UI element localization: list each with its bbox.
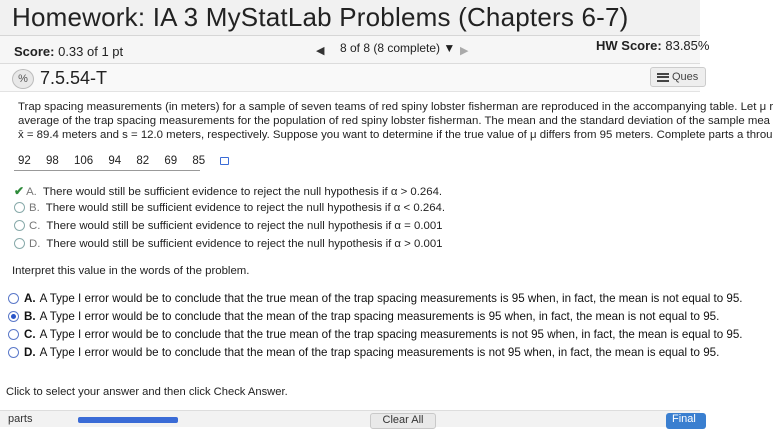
question-id: 7.5.54-T [40,68,108,88]
question-menu-button[interactable] [650,67,706,87]
choice-text: There would still be sufficient evidence to reject the null hypothesis if α > 0.264. [42,186,443,198]
radio-button[interactable] [14,238,25,249]
next-question-icon[interactable]: ▶ [460,45,469,57]
choice-letter: C. [29,220,41,232]
instruction-text: Click to select your answer and then click Check Answer. [6,386,288,398]
radio-button[interactable] [8,293,19,304]
parts-link[interactable] [8,413,32,425]
question-menu-label: Ques [672,71,699,83]
choice-letter: A. [24,292,36,305]
divider [14,170,200,171]
answer-choice-a[interactable] [8,292,743,305]
score-bar [0,36,710,64]
problem-line: Trap spacing measurements (in meters) for a sample of seven teams of red spiny lobster fisherman are reproduced in the accompanying table. Let μ r [18,101,773,113]
choice-letter: B. [24,310,36,323]
problem-statement [18,100,773,142]
parts-progress-bar [78,417,178,423]
radio-button[interactable] [8,347,19,358]
part-choice-a[interactable] [14,184,442,198]
data-value: 69 [164,155,178,167]
page-title: Homework: IA 3 MyStatLab Problems (Chapters 6-7) [12,2,629,32]
answer-choice-b[interactable] [8,310,719,323]
checkmark-icon: ✔ [14,184,25,198]
question-selector[interactable]: 8 of 8 (8 complete) ▼ [340,41,456,55]
part-choice-c[interactable] [14,220,443,232]
copy-data-icon[interactable] [220,157,229,165]
choice-letter: D. [24,346,36,359]
choice-text: There would still be sufficient evidence to reject the null hypothesis if α < 0.264. [45,202,446,214]
hw-score-label: HW Score: [596,38,662,53]
title-bar [0,0,700,36]
radio-button-selected[interactable] [8,311,19,322]
hw-score [596,38,709,53]
choice-text: A Type I error would be to conclude that the true mean of the trap spacing measurements is 95 when, in fact, the mean is not equal to 95. [39,292,743,305]
partial-credit-icon: % [12,69,34,89]
final-check-button[interactable]: Final [666,413,706,429]
part-choice-d[interactable] [14,238,443,250]
problem-line: x̄ = 89.4 meters and s = 12.0 meters, respectively. Suppose you want to determine if the true value of μ differs from 95 meters. Complete parts a throu [18,129,773,141]
data-table [18,155,229,167]
choice-text: There would still be sufficient evidence to reject the null hypothesis if α = 0.001 [46,220,443,232]
data-value: 92 [18,155,31,167]
previous-question-icon[interactable]: ◀ [316,45,325,57]
radio-button[interactable] [14,202,25,213]
choice-letter: D. [29,238,41,250]
data-value: 82 [136,155,150,167]
radio-button[interactable] [8,329,19,340]
answer-choice-d[interactable] [8,346,719,359]
menu-icon [657,73,669,82]
score [14,44,123,59]
part-choice-b[interactable] [14,202,445,214]
data-value: 85 [192,155,206,167]
problem-line: average of the trap spacing measurements for the population of red spiny lobster fisherman. The mean and the standard deviation of the sample mea [18,115,771,127]
parts-label: parts [8,413,33,425]
score-value: 0.33 of 1 pt [58,44,124,59]
data-value: 98 [46,155,59,167]
choice-text: There would still be sufficient evidence to reject the null hypothesis if α > 0.001 [46,238,443,250]
interpret-prompt: Interpret this value in the words of the problem. [12,265,250,277]
choice-text: A Type I error would be to conclude that the true mean of the trap spacing measurements is not 95 when, in fact, the mean is equal to 95. [39,328,743,341]
answer-choice-c[interactable] [8,328,743,341]
choice-letter: C. [24,328,36,341]
question-bar [0,64,700,92]
choice-letter: B. [29,202,40,214]
radio-button[interactable] [14,220,25,231]
choice-text: A Type I error would be to conclude that the mean of the trap spacing measurements is not 95 when, in fact, the mean is equal to 95. [39,346,720,359]
data-value: 94 [108,155,122,167]
clear-all-button[interactable]: Clear All [370,413,436,429]
score-label: Score: [14,44,55,59]
data-value: 106 [74,155,94,167]
hw-score-value: 83.85% [665,38,710,53]
footer-bar [0,410,700,427]
choice-text: A Type I error would be to conclude that the mean of the trap spacing measurements is 95 when, in fact, the mean is not equal to 95. [39,310,720,323]
choice-letter: A. [26,186,37,198]
